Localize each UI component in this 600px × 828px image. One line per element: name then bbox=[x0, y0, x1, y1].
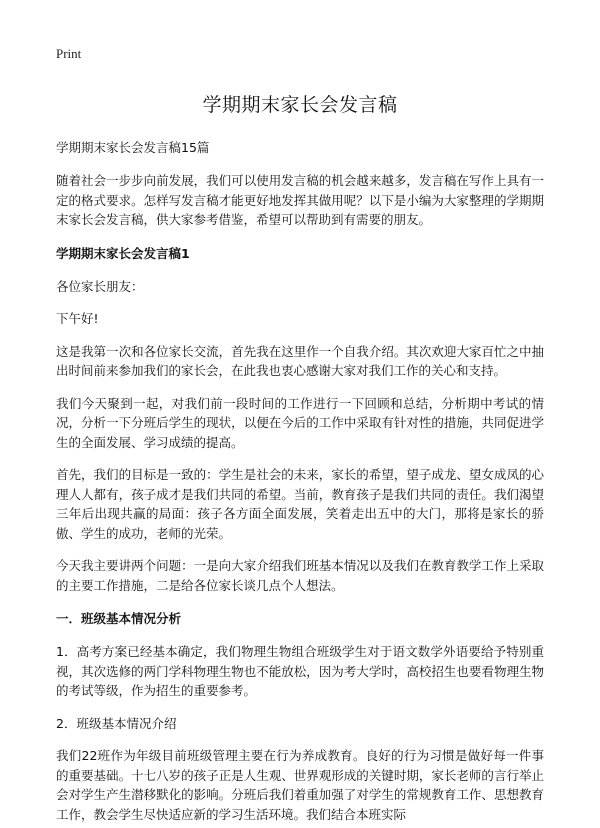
section-item: 2．班级基本情况介绍 bbox=[56, 715, 177, 731]
document-subtitle: 学期期末家长会发言稿15篇 bbox=[56, 140, 210, 155]
header-spacer bbox=[56, 46, 544, 62]
section-item: 1．高考方案已经基本确定，我们物理生物组合班级学生对于语文数学外语要给予特别重视，其次选修的两门学科物理生物也不能放松，因为考大学时，高校招生也要看物理生物的考试等级，作为招生的重要参考。 bbox=[56, 644, 544, 698]
document-title: 学期期末家长会发言稿 bbox=[202, 94, 398, 116]
body-paragraph: 这是我第一次和各位家长交流，首先我在这里作一个自我介绍。其次欢迎大家百忙之中抽出时间前来参加我们的家长会，在此我也衷心感谢大家对我们工作的关心和支持。 bbox=[56, 343, 544, 378]
intro-paragraph: 随着社会一步步向前发展，我们可以使用发言稿的机会越来越多，发言稿在写作上具有一定的格式要求。怎样写发言稿才能更好地发挥其做用呢？以下是小编为大家整理的学期期末家长会发言稿，供大家参考借鉴，希望可以帮助到有需要的朋友。 bbox=[56, 173, 544, 227]
body-paragraph: 首先，我们的目标是一致的：学生是社会的未来，家长的希望，望子成龙、望女成凤的心理人人都有，孩子成才是我们共同的希望。当前，教育孩子是我们共同的责任。我们渴望三年后出现共赢的局面：孩子各方面全面发展，笑着走出五中的大门，那将是家长的骄傲、学生的成功，老师的光荣。 bbox=[56, 467, 544, 541]
body-paragraph: 今天我主要讲两个问题：一是向大家介绍我们班基本情况以及我们在教育教学工作上采取的主要工作措施，二是给各位家长谈几点个人想法。 bbox=[56, 558, 544, 593]
salutation-paragraph: 下午好! bbox=[56, 311, 99, 326]
article-heading: 学期期末家长会发言稿1 bbox=[56, 245, 190, 261]
greeting-paragraph: 各位家长朋友： bbox=[56, 278, 144, 294]
section-item: 我们22班作为年级目前班级管理主要在行为养成教育。良好的行为习惯是做好每一件事的重要基础。十七八岁的孩子正是人生观、世界观形成的关键时期，家长老师的言行举止会对学生产生潜移默化的影响。分班后我们着重加强了对学生的常规教育工作、思想教育工作，教会学生尽快适应新的学习生活环境。我们结合本班实际 bbox=[56, 748, 544, 822]
body-paragraph: 我们今天聚到一起，对我们前一段时间的工作进行一下回顾和总结，分析期中考试的情况，分析一下分班后学生的现状，以便在今后的工作中采取有针对性的措施，共同促进学生的全面发展、学习成绩的提高。 bbox=[56, 395, 544, 450]
print-link[interactable]: Print bbox=[56, 46, 82, 61]
section-heading: 一．班级基本情况分析 bbox=[56, 611, 182, 626]
